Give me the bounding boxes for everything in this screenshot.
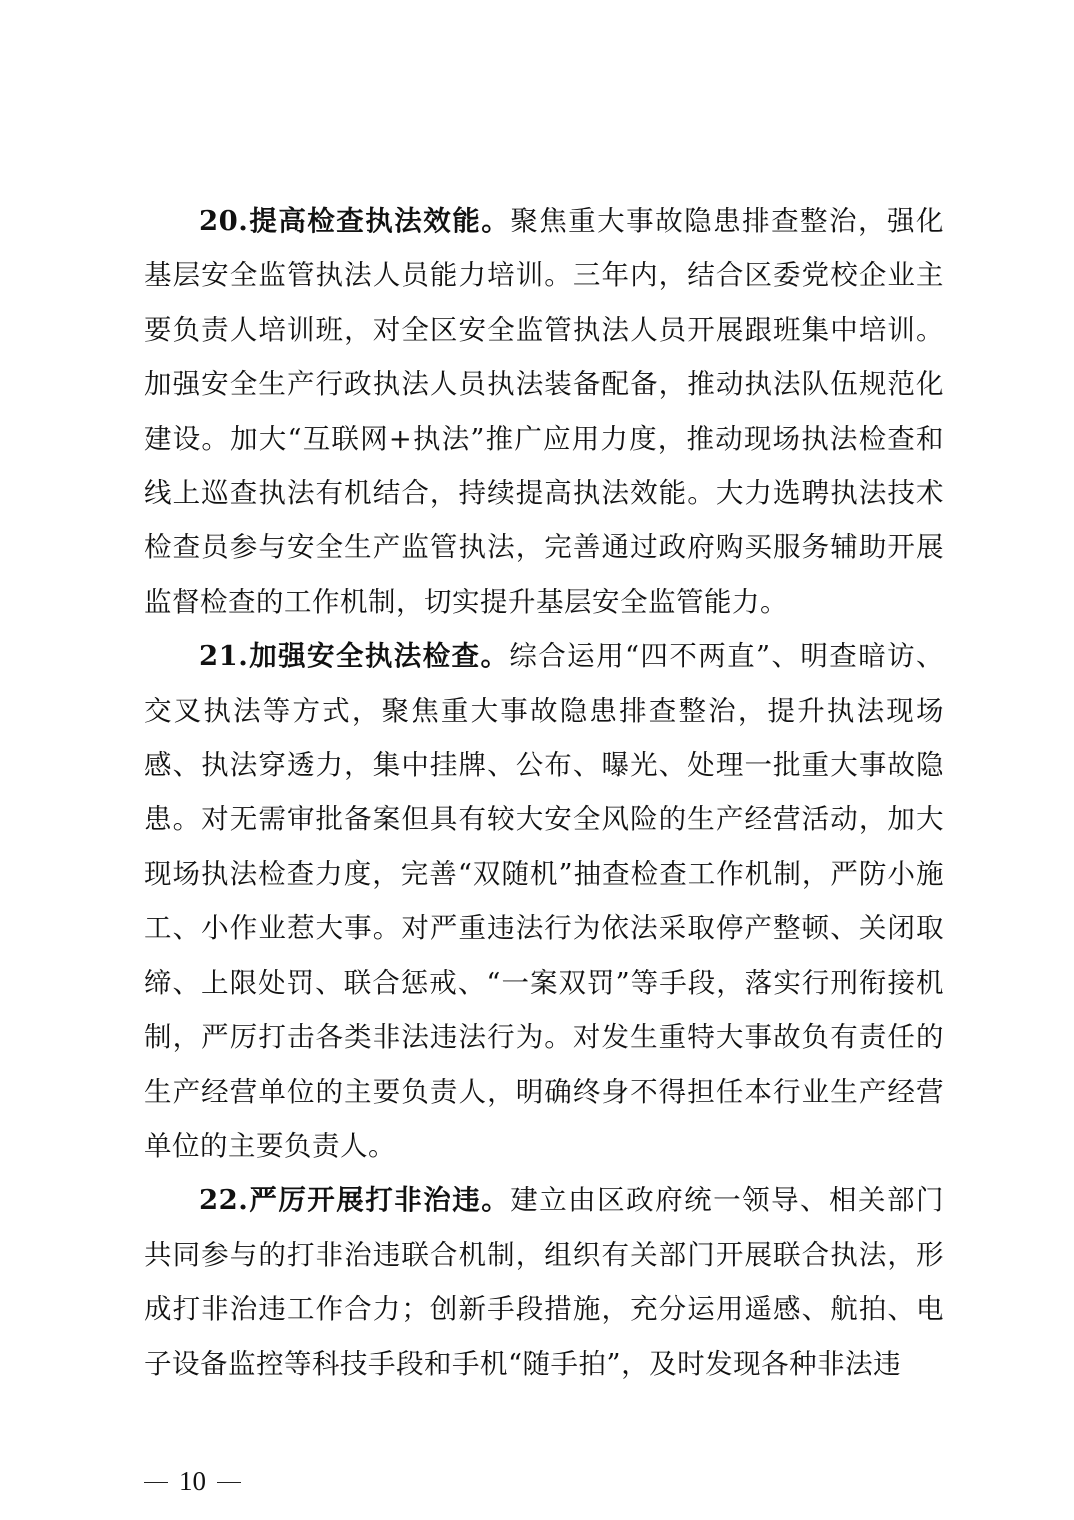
paragraph-text: 建立由区政府统一领导、相关部门共同参与的打非治违联合机制，组织有关部门开展联合执法，形成打非治违工作合力；创新手段措施，充分运用遥感、航拍、电子设备监控等科技手段和手机“随手拍”，及时发现各种非法违 xyxy=(144,1184,945,1380)
paragraph-21 xyxy=(144,629,944,1173)
paragraph-heading: 20.提高检查执法效能。 xyxy=(199,205,511,237)
footer-dash-right xyxy=(217,1482,241,1483)
paragraph-text: 综合运用“四不两直”、明查暗访、交叉执法等方式，聚焦重大事故隐患排查整治，提升执法现场感、执法穿透力，集中挂牌、公布、曝光、处理一批重大事故隐患。对无需审批备案但具有较大安全风险的生产经营活动，加大现场执法检查力度，完善“双随机”抽查检查工作机制，严防小施工、小作业惹大事。对严重违法行为依法采取停产整顿、关闭取缔、上限处罚、联合惩戒、“一案双罚”等手段，落实行刑衔接机制，严厉打击各类非法违法行为。对发生重特大事故负有责任的生产经营单位的主要负责人，明确终身不得担任本行业生产经营单位的主要负责人。 xyxy=(144,640,944,1162)
document-body xyxy=(144,194,944,1391)
page-number: 10 xyxy=(179,1466,206,1496)
page-footer xyxy=(144,1464,241,1498)
paragraph-text: 聚焦重大事故隐患排查整治，强化基层安全监管执法人员能力培训。三年内，结合区委党校企业主要负责人培训班，对全区安全监管执法人员开展跟班集中培训。加强安全生产行政执法人员执法装备配备，推动执法队伍规范化建设。加大“互联网+执法”推广应用力度，推动现场执法检查和线上巡查执法有机结合，持续提高执法效能。大力选聘执法技术检查员参与安全生产监管执法，完善通过政府购买服务辅助开展监督检查的工作机制，切实提升基层安全监管能力。 xyxy=(144,205,945,618)
paragraph-heading: 21.加强安全执法检查。 xyxy=(199,640,510,673)
footer-dash-left xyxy=(144,1482,168,1483)
paragraph-heading: 22.严厉开展打非治违。 xyxy=(199,1184,511,1217)
paragraph-20 xyxy=(144,194,944,629)
paragraph-22 xyxy=(144,1173,944,1391)
